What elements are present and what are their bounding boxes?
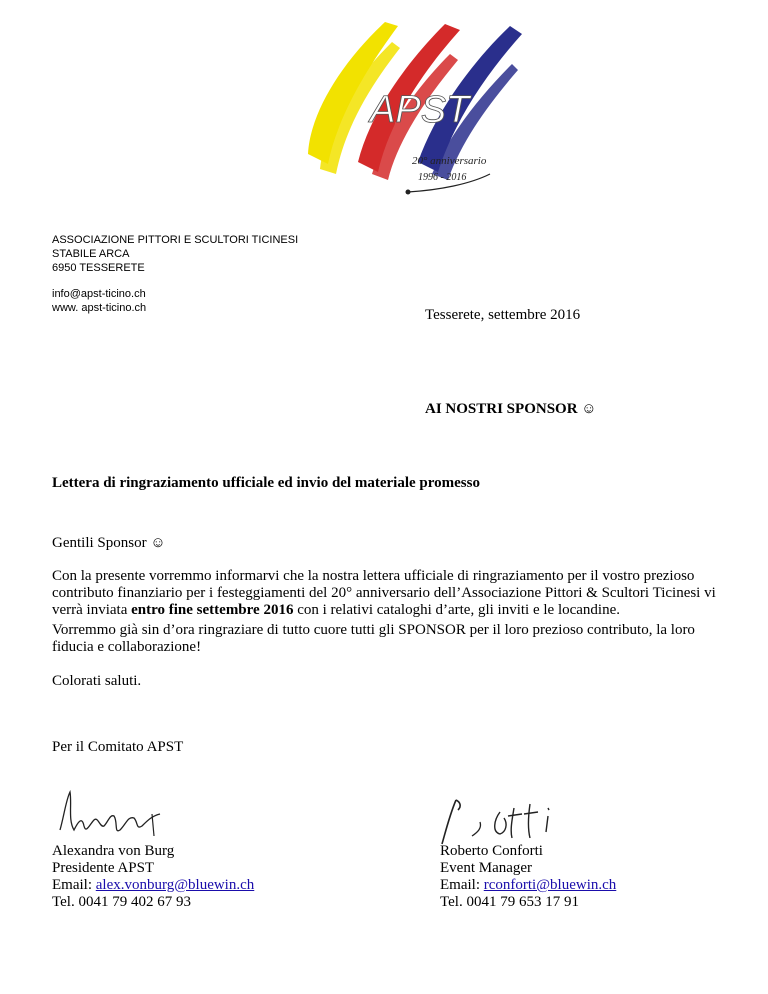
- logo-name: APST: [370, 89, 470, 131]
- email-label: Email:: [52, 877, 96, 893]
- place-date: Tesserete, settembre 2016: [425, 307, 581, 323]
- letter-subject: Lettera di ringraziamento ufficiale ed invio del materiale promesso: [52, 475, 480, 491]
- signature-right: [438, 792, 573, 848]
- org-name: ASSOCIAZIONE PITTORI E SCULTORI TICINESI: [52, 234, 299, 246]
- body-paragraph-2: Vorremmo già sin d’ora ringraziare di tutto cuore tutti gli SPONSOR per il loro prezioso contributo, la loro fiducia e collaborazione!: [52, 622, 695, 655]
- body1-start: Con la presente vorremmo informarvi che la nostra lettera ufficiale di ringraziamento per il vostro prezioso contributo finanziario per i festeggiamenti del 20° anniversario dell’Associazione Pittori & Scultori Ticinesi vi verrà inviata: [52, 568, 716, 618]
- signatory-name: Alexandra von Burg: [52, 843, 175, 859]
- address: 6950 TESSERETE: [52, 262, 145, 274]
- logo-years: 1996 - 2016: [418, 172, 467, 183]
- recipient-heading: AI NOSTRI SPONSOR ☺: [425, 401, 597, 417]
- signatory-email-line: [440, 877, 616, 894]
- building: STABILE ARCA: [52, 248, 130, 260]
- signatory-email-line: [52, 877, 254, 894]
- signatory-role: Presidente APST: [52, 860, 155, 876]
- body1-bold: entro fine settembre 2016: [131, 602, 294, 618]
- signature-left: [56, 786, 166, 842]
- logo-anniversary: 20° anniversario: [412, 155, 487, 167]
- signatory-left: [52, 843, 254, 911]
- email-link[interactable]: rconforti@bluewin.ch: [483, 877, 617, 893]
- org-email: info@apst-ticino.ch: [52, 288, 146, 300]
- email-link[interactable]: alex.vonburg@bluewin.ch: [95, 877, 255, 893]
- signatory-name: Roberto Conforti: [440, 843, 543, 859]
- signatory-role: Event Manager: [440, 860, 533, 876]
- signatory-tel: Tel. 0041 79 653 17 91: [440, 894, 579, 910]
- apst-logo: [300, 4, 530, 204]
- committee-line: Per il Comitato APST: [52, 739, 184, 755]
- closing: Colorati saluti.: [52, 673, 142, 689]
- greeting: Gentili Sponsor ☺: [52, 535, 166, 551]
- signatory-tel: Tel. 0041 79 402 67 93: [52, 894, 191, 910]
- body1-end: con i relativi cataloghi d’arte, gli inviti e le locandine.: [293, 602, 621, 618]
- email-label: Email:: [440, 877, 484, 893]
- body-paragraph-1: [52, 568, 732, 619]
- signatory-right: [440, 843, 616, 911]
- org-website: www. apst-ticino.ch: [52, 302, 147, 314]
- sender-address: [52, 233, 298, 315]
